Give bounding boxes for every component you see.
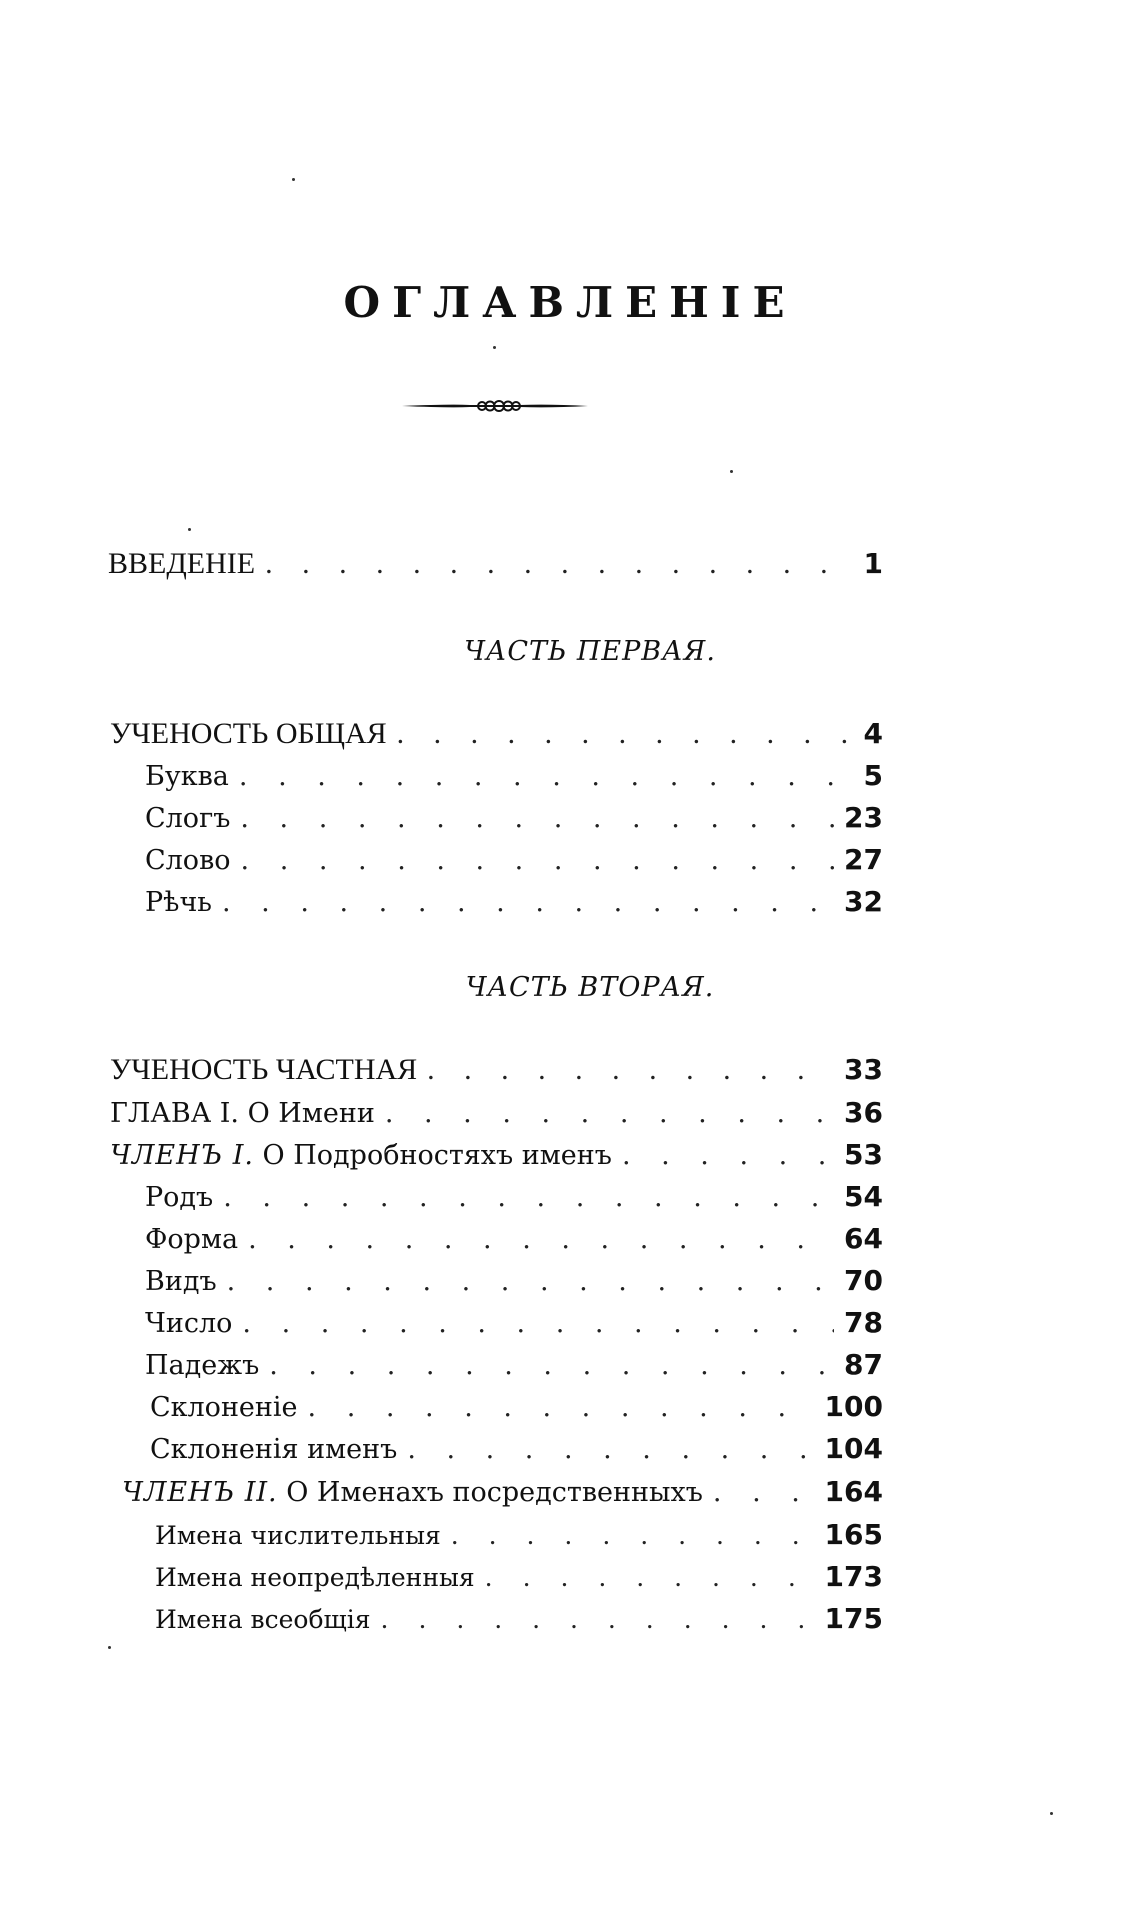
dot-leader — [713, 1477, 815, 1509]
toc-page-number: 53 — [844, 1138, 883, 1171]
dot-leader — [222, 887, 834, 919]
toc-section-general — [110, 718, 883, 750]
page-title: ОГЛАВЛЕНІЕ — [343, 278, 797, 327]
toc-page-number: 64 — [844, 1222, 883, 1255]
toc-entry-label: ЧЛЕНЪ II. О Именахъ посредственныхъ — [122, 1477, 703, 1508]
toc-entry-label: ВВЕДЕНІЕ — [108, 547, 256, 580]
scan-speck — [730, 470, 733, 473]
toc-page-number: 87 — [844, 1348, 883, 1381]
toc-entry-label: Слово — [145, 845, 231, 876]
toc-entry — [145, 802, 883, 835]
toc-page-number: 70 — [844, 1264, 883, 1297]
dot-leader — [269, 1350, 834, 1382]
toc-entry — [145, 844, 883, 877]
dot-leader — [240, 803, 834, 835]
toc-section-particular — [110, 1054, 883, 1086]
toc-entry — [150, 1433, 883, 1466]
scan-speck — [292, 178, 295, 181]
dot-leader — [381, 1604, 815, 1636]
dot-leader — [385, 1098, 834, 1130]
toc-page-number: 36 — [844, 1096, 883, 1129]
dot-leader — [622, 1140, 834, 1172]
toc-entry-label: Имена неопредѣленныя — [155, 1563, 475, 1592]
scan-speck — [108, 1646, 111, 1649]
toc-entry-label: УЧЕНОСТЬ ЧАСТНАЯ — [110, 1053, 418, 1086]
toc-entry-label: Склоненія именъ — [150, 1434, 398, 1465]
toc-entry-label: Видъ — [145, 1266, 217, 1297]
scan-speck — [1050, 1812, 1053, 1815]
toc-entry — [145, 1349, 883, 1382]
toc-page-number: 78 — [844, 1306, 883, 1339]
toc-entry-label: Склоненіе — [150, 1392, 298, 1423]
scan-speck — [188, 528, 191, 531]
toc-page-number: 164 — [824, 1475, 883, 1508]
toc-entry — [145, 760, 883, 793]
toc-entry-label: Имена всеобщія — [155, 1605, 371, 1634]
dot-leader — [451, 1520, 815, 1552]
toc-entry — [145, 886, 883, 919]
toc-entry-label: Родъ — [145, 1182, 214, 1213]
toc-page-number: 104 — [824, 1432, 883, 1465]
toc-entry — [145, 1223, 883, 1256]
toc-entry-label: Число — [145, 1308, 233, 1339]
dot-leader — [227, 1266, 834, 1298]
toc-entry-label: ЧЛЕНЪ I. О Подробностяхъ именъ — [110, 1140, 612, 1171]
toc-entry — [155, 1519, 883, 1552]
toc-page-number: 32 — [844, 885, 883, 918]
toc-entry-label: Имена числительныя — [155, 1521, 441, 1550]
dot-leader — [242, 1308, 834, 1340]
dot-leader — [241, 845, 835, 877]
toc-entry-introduction — [108, 548, 883, 580]
part-one-heading: ЧАСТЬ ПЕРВАЯ. — [464, 636, 716, 667]
dot-leader — [223, 1182, 834, 1214]
toc-entry — [155, 1603, 883, 1636]
toc-entry-label: Буква — [145, 761, 229, 792]
toc-page-number: 173 — [824, 1560, 883, 1593]
part-two-heading: ЧАСТЬ ВТОРАЯ. — [465, 972, 715, 1003]
toc-page-number: 5 — [863, 759, 883, 792]
dot-leader — [485, 1562, 815, 1594]
dot-leader — [407, 1434, 814, 1466]
toc-entry — [145, 1181, 883, 1214]
dot-leader — [239, 761, 854, 793]
toc-page-number: 100 — [824, 1390, 883, 1423]
dot-leader — [265, 548, 853, 580]
dot-leader — [248, 1224, 834, 1256]
toc-page-number: 165 — [824, 1518, 883, 1551]
toc-entry-label: Форма — [145, 1224, 239, 1255]
toc-entry-label: Слогъ — [145, 803, 231, 834]
toc-member-two — [122, 1476, 883, 1509]
toc-member-one — [110, 1139, 883, 1172]
toc-page-number: 54 — [844, 1180, 883, 1213]
toc-chapter-one — [110, 1097, 883, 1130]
toc-entry — [145, 1265, 883, 1298]
ornament-divider — [400, 394, 590, 418]
toc-entry-label: УЧЕНОСТЬ ОБЩАЯ — [110, 717, 387, 750]
toc-entry-label: Рѣчь — [145, 887, 212, 918]
dot-leader — [397, 718, 854, 750]
toc-page-number: 23 — [844, 801, 883, 834]
dot-leader — [308, 1392, 815, 1424]
toc-page-number: 27 — [844, 843, 883, 876]
dot-leader — [427, 1054, 834, 1086]
toc-entry-label: Падежъ — [145, 1350, 260, 1381]
toc-page-number: 4 — [863, 717, 883, 750]
scan-speck — [493, 346, 496, 349]
toc-entry-label: ГЛАВА I. О Имени — [110, 1098, 375, 1129]
toc-page-number: 175 — [824, 1602, 883, 1635]
toc-page-number: 1 — [863, 547, 883, 580]
toc-page-number: 33 — [844, 1053, 883, 1086]
toc-entry — [150, 1391, 883, 1424]
toc-entry — [145, 1307, 883, 1340]
toc-entry — [155, 1561, 883, 1594]
